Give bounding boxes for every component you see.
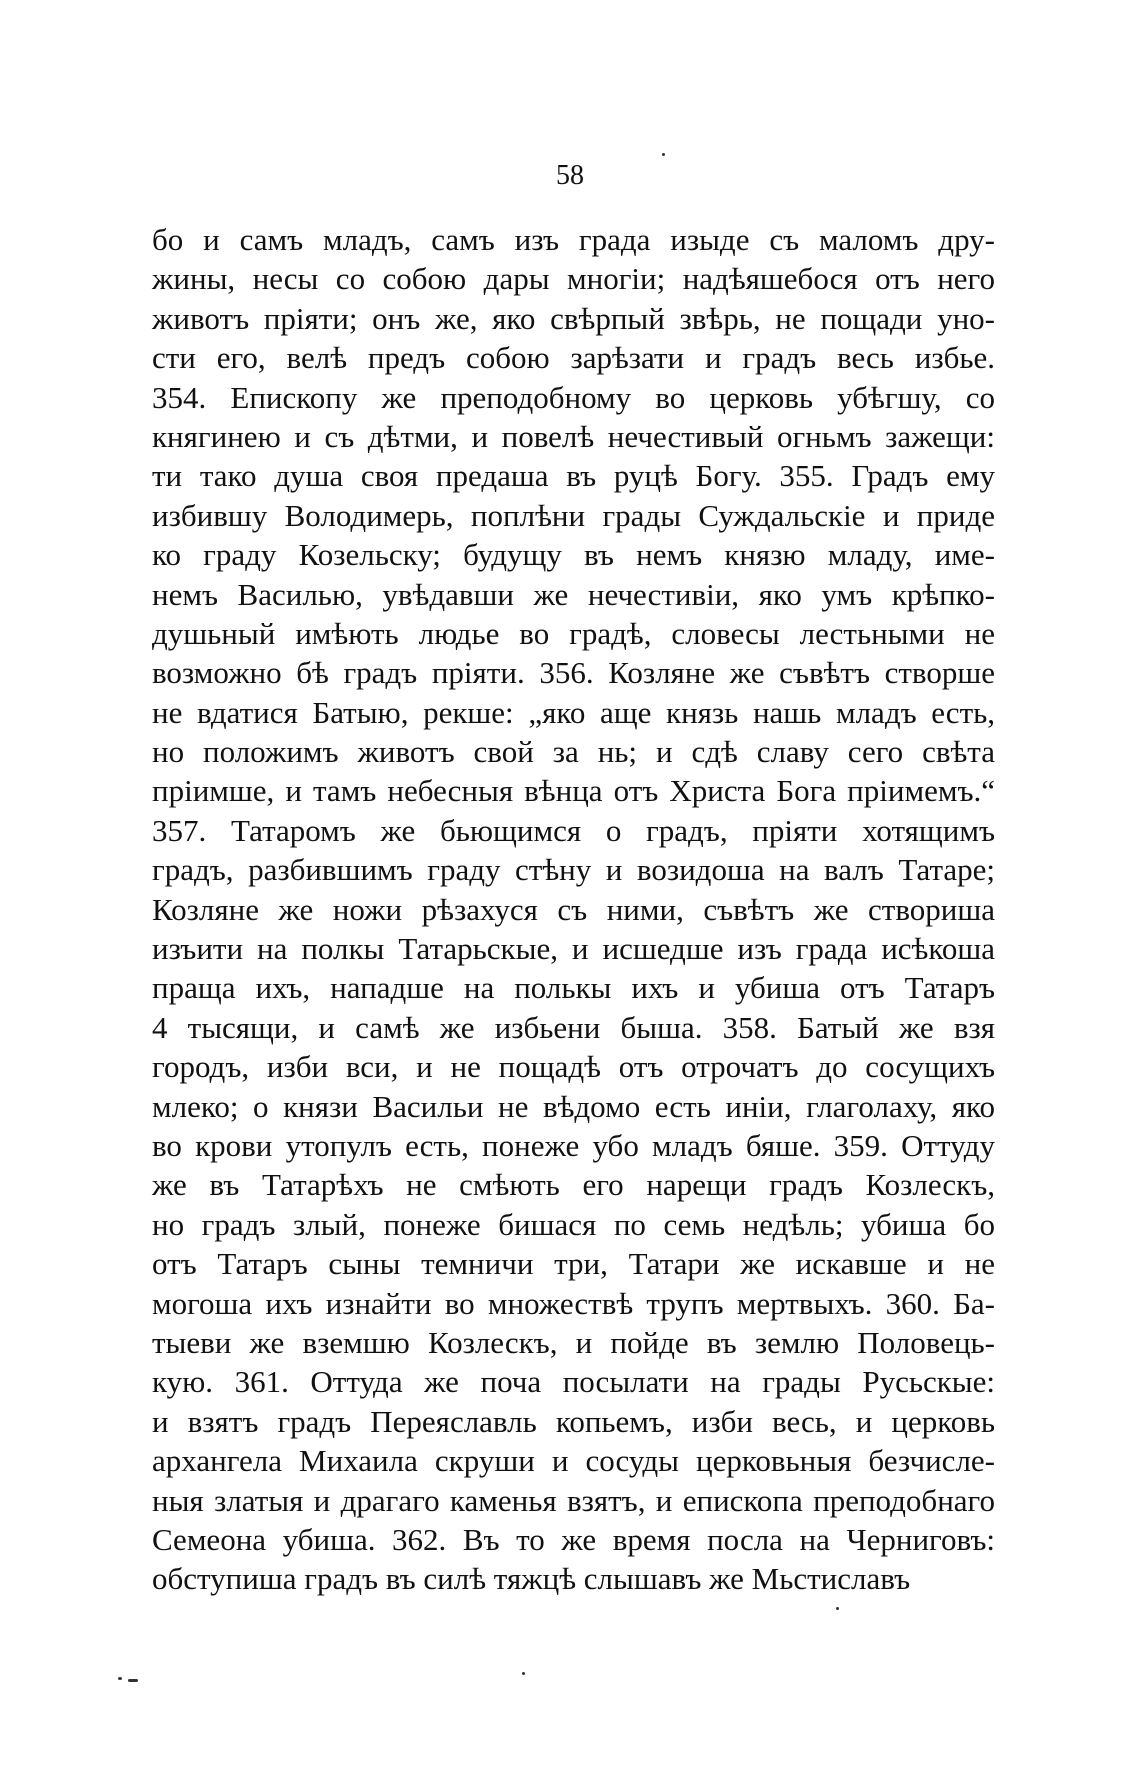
scan-speck bbox=[118, 1677, 122, 1680]
text-line: 357. Татаромъ же бьющимся о градъ, прiяти хотящимъ bbox=[152, 812, 995, 848]
body-text bbox=[152, 220, 995, 1599]
text-line: тыеви же вземшю Козлескъ, и пойде въ землю Половець- bbox=[152, 1324, 995, 1360]
text-line: княгинею и съ дѣтми, и повелѣ нечестивый огньмъ зажещи: bbox=[152, 418, 995, 454]
text-line: не вдатися Батыю, рекше: „яко аще князь нашь младъ есть, bbox=[152, 694, 995, 730]
text-line: но положимъ животъ свой за нь; и сдѣ славу сего свѣта bbox=[152, 734, 995, 770]
text-line: городъ, изби вси, и не пощадѣ отъ отрочатъ до сосущихъ bbox=[152, 1049, 995, 1085]
text-line: обступиша градъ въ силѣ тяжцѣ слышавъ же Мьстиславъ bbox=[152, 1561, 911, 1597]
text-line: и взятъ градъ Переяславль копьемъ, изби весь, и церковь bbox=[152, 1403, 995, 1439]
text-line: праща ихъ, нападше на полькы ихъ и убиша отъ Татаръ bbox=[152, 970, 995, 1006]
text-line: 4 тысящи, и самѣ же избьени быша. 358. Батый же взя bbox=[152, 1009, 995, 1045]
text-line: бо и самъ младъ, самъ изъ града изыде съ маломъ дру- bbox=[152, 222, 995, 257]
text-line: ти тако душа своя предаша въ руцѣ Богу. 355. Градъ ему bbox=[152, 458, 995, 494]
text-line: 354. Епископу же преподобному во церковь убѣгшу, со bbox=[152, 379, 995, 415]
page-number: 58 bbox=[556, 160, 584, 191]
text-line: кую. 361. Оттуда же поча посылати на грады Русьскые: bbox=[152, 1364, 995, 1400]
text-line: архангела Михаила скруши и сосуды церковьныя безчисле- bbox=[152, 1443, 995, 1479]
text-line: изъити на полкы Татарьскые, и исшедше изъ града исѣкоша bbox=[152, 931, 995, 967]
text-line: немъ Василью, увѣдавши же нечестивiи, яко умъ крѣпко- bbox=[152, 576, 995, 612]
text-line: жины, несы со собою дары многiи; надѣяшебося отъ него bbox=[152, 261, 995, 297]
scan-speck bbox=[128, 1679, 138, 1682]
text-line: млеко; о князи Васильи не вѣдомо есть инiи, глаголаху, яко bbox=[152, 1088, 995, 1124]
text-line: возможно бѣ градъ прiяти. 356. Козляне же съвѣтъ створше bbox=[152, 655, 995, 691]
scan-speck bbox=[522, 1672, 525, 1675]
scan-speck bbox=[836, 1607, 839, 1610]
text-line: ко граду Козельску; будущу въ немъ князю младу, име- bbox=[152, 537, 995, 573]
text-line: прiимше, и тамъ небесныя вѣнца отъ Христа Бога прiимемъ.“ bbox=[152, 773, 995, 809]
text-line: но градъ злый, понеже бишася по семь недѣль; убиша бо bbox=[152, 1206, 995, 1242]
text-line: градъ, разбившимъ граду стѣну и возидоша на валъ Татаре; bbox=[152, 852, 995, 888]
text-line: Семеона убиша. 362. Въ то же время посла на Черниговъ: bbox=[152, 1521, 995, 1557]
scan-speck bbox=[662, 153, 665, 156]
text-line: избившу Володимерь, поплѣни грады Суждальскiе и приде bbox=[152, 497, 995, 533]
text-line: же въ Татарѣхъ не смѣють его нарещи градъ Козлескъ, bbox=[152, 1167, 995, 1203]
text-line: отъ Татаръ сыны темничи три, Татари же искавше и не bbox=[152, 1246, 995, 1282]
text-line: ныя златыя и драгаго каменья взятъ, и епископа преподобнаго bbox=[152, 1482, 995, 1518]
text-line: душьный имѣють людье во градѣ, словесы лестьными не bbox=[152, 615, 995, 651]
text-line: могоша ихъ изнайти во множествѣ трупъ мертвыхъ. 360. Ба- bbox=[152, 1285, 995, 1321]
text-line: сти его, велѣ предъ собою зарѣзати и градъ весь избье. bbox=[152, 340, 995, 376]
text-line: животъ прiяти; онъ же, яко свѣрпый звѣрь, не пощади уно- bbox=[152, 300, 995, 336]
text-line: Козляне же ножи рѣзахуся съ ними, съвѣтъ же створиша bbox=[152, 891, 995, 927]
text-line: во крови утопулъ есть, понеже убо младъ бяше. 359. Оттуду bbox=[152, 1127, 995, 1163]
